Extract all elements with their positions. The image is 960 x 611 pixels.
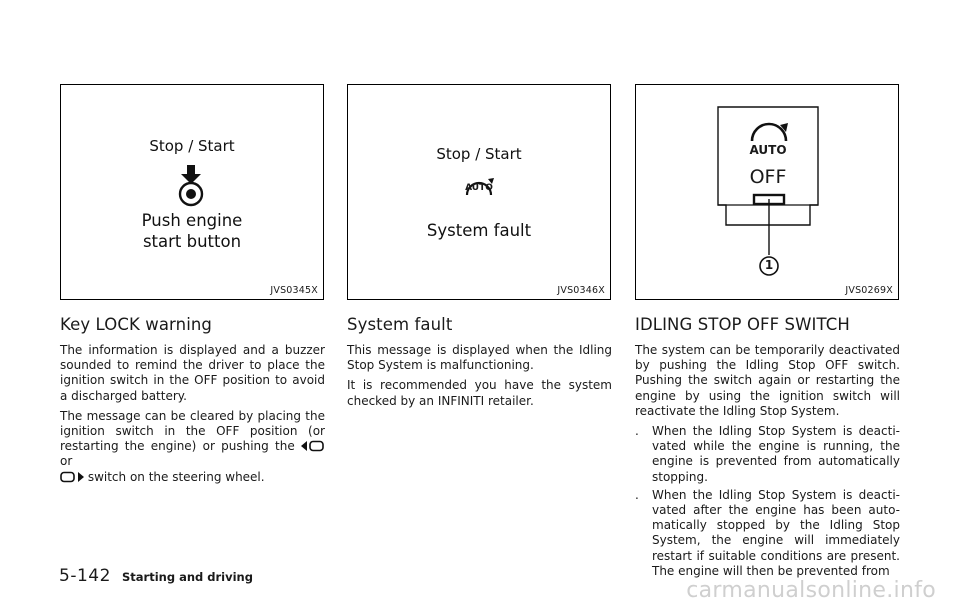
bullet-text: When the Idling Stop System is deacti-vated while the engine is running, the engine is prevented from automatically stopping. — [652, 424, 900, 484]
figure-idling-stop-off-switch — [635, 84, 899, 300]
screen-message: System fault — [426, 221, 532, 240]
paragraph: The information is displayed and a buzzer sounded to remind the driver to place the ignition switch in the OFF position to avoid a discharged battery. — [60, 343, 325, 403]
figure-key-lock-warning — [60, 84, 324, 300]
switch-auto-label: AUTO — [749, 143, 787, 157]
section-key-lock-warning — [60, 315, 325, 490]
watermark: carmanualsonline.info — [686, 578, 936, 603]
section-heading: System fault — [347, 315, 453, 334]
callout-number: 1 — [764, 258, 774, 272]
paragraph: It is recommended you have the system checked by an INFINITI retailer. — [347, 378, 612, 408]
left-arrow-screen-icon — [301, 440, 325, 452]
bullet-marker: . — [635, 487, 639, 502]
screen-title: Stop / Start — [149, 137, 235, 155]
paragraph: The system can be temporarily deactivated by pushing the Idling Stop OFF switch. Pushing the switch again or restarting the engine by using the ignition switch will reactivate the Idling Stop System. — [635, 343, 900, 418]
page-footer — [59, 566, 253, 586]
bullet-marker: . — [635, 424, 639, 439]
paragraph-text: switch on the steering wheel. — [87, 469, 265, 484]
switch-off-label: OFF — [749, 166, 787, 188]
section-idling-stop-off-switch — [635, 315, 900, 582]
paragraph-with-icons — [60, 409, 325, 485]
paragraph-text: The message can be cleared by placing the ignition switch in the OFF position (or restarting the engine) or pushing the — [60, 408, 325, 454]
bullet-text: When the Idling Stop System is deacti-vated after the engine has been auto-matically stopped by the Idling Stop System, the engine will immediately restart if suitable conditions are present. The engine will then be prevented from — [652, 487, 900, 578]
push-button-icon — [171, 163, 211, 207]
page-number: 5-142 — [59, 566, 111, 586]
auto-icon-label: AUTO — [465, 183, 493, 193]
or-text: or — [60, 454, 73, 469]
screen-title: Stop / Start — [436, 145, 522, 163]
paragraph: This message is displayed when the Idling Stop System is malfunctioning. — [347, 343, 612, 373]
screen-message-line2: start button — [142, 232, 242, 251]
section-system-fault — [347, 315, 612, 414]
section-heading: Key LOCK warning — [60, 315, 213, 334]
figure-system-fault — [347, 84, 611, 300]
figure-code: JVS0269X — [845, 285, 893, 296]
bullet-item — [635, 424, 900, 485]
figure-code: JVS0346X — [557, 285, 605, 296]
bullet-item — [635, 488, 900, 579]
auto-stop-icon — [461, 175, 497, 203]
right-arrow-screen-icon — [60, 471, 84, 483]
screen-message-line1: Push engine — [141, 211, 243, 230]
section-heading: IDLING STOP OFF SWITCH — [635, 315, 850, 334]
footer-section-title: Starting and driving — [122, 570, 253, 584]
figure-code: JVS0345X — [270, 285, 318, 296]
